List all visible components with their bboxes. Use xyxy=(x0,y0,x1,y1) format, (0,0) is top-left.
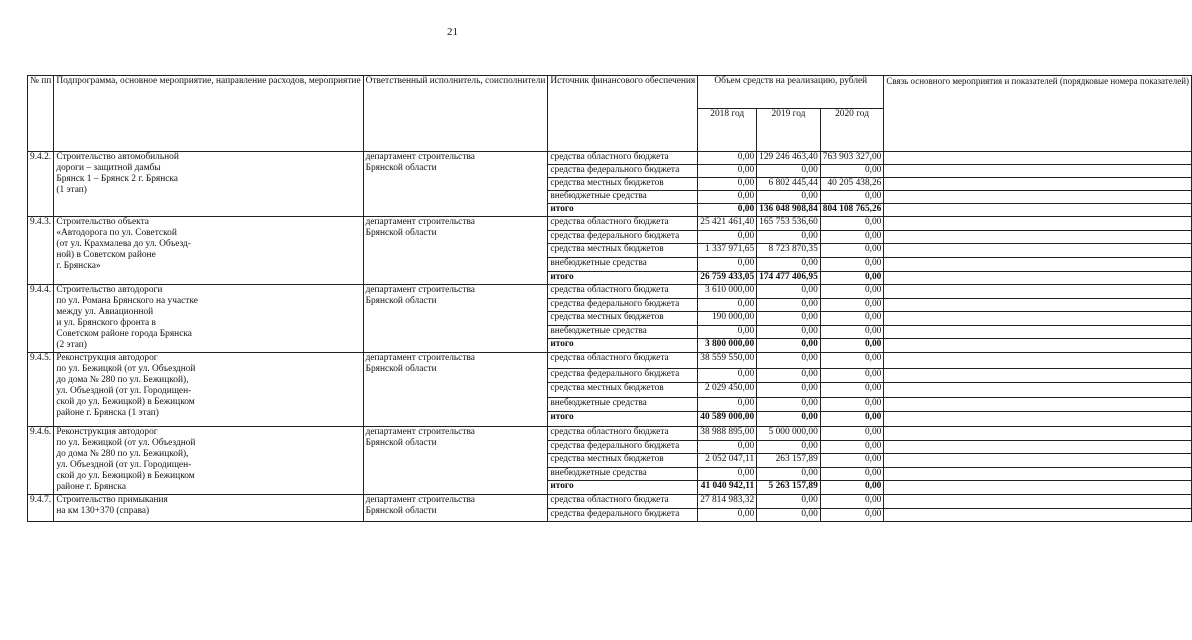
source-cell: средства федерального бюджета xyxy=(548,231,698,244)
header-program: Подпрограмма, основное мероприятие, направление расходов, мероприятие xyxy=(54,76,363,152)
program-line: Строительство автомобильной xyxy=(56,152,179,162)
executor-line: Брянской области xyxy=(365,506,437,516)
source-cell: средства областного бюджета xyxy=(548,495,698,509)
amount-cell: 0,00 xyxy=(820,326,884,339)
program-line: Реконструкция автодорог xyxy=(56,427,158,437)
amount-cell: 0,00 xyxy=(820,339,884,353)
amount-cell: 129 246 463,40 xyxy=(757,152,821,165)
executor-line: департамент строительства xyxy=(365,495,475,505)
header-year: 2018 год xyxy=(698,109,757,152)
amount-cell: 1 337 971,65 xyxy=(698,244,757,258)
amount-cell: 0,00 xyxy=(698,369,757,383)
program-line: Строительство объекта xyxy=(56,217,149,227)
amount-cell: 0,00 xyxy=(757,258,821,272)
amount-cell: 0,00 xyxy=(757,165,821,178)
link-cell xyxy=(884,258,1192,272)
amount-cell: 0,00 xyxy=(698,152,757,165)
budget-table xyxy=(27,75,1192,522)
amount-cell: 3 610 000,00 xyxy=(698,285,757,299)
program-cell xyxy=(54,495,363,522)
amount-cell: 2 029 450,00 xyxy=(698,383,757,398)
amount-cell: 0,00 xyxy=(698,204,757,217)
link-cell xyxy=(884,369,1192,383)
amount-cell: 38 559 550,00 xyxy=(698,353,757,369)
amount-cell: 41 040 942,11 xyxy=(698,481,757,495)
source-cell: средства областного бюджета xyxy=(548,427,698,441)
link-cell xyxy=(884,412,1192,427)
amount-cell: 0,00 xyxy=(820,468,884,481)
amount-cell: 38 988 895,00 xyxy=(698,427,757,441)
program-line: районе г. Брянска xyxy=(56,482,127,492)
executor-cell xyxy=(363,152,548,217)
program-line: Советском районе города Брянска xyxy=(56,329,192,339)
link-cell xyxy=(884,495,1192,509)
amount-cell: 26 759 433,05 xyxy=(698,272,757,285)
program-line: «Автодорога по ул. Советской xyxy=(56,228,177,238)
program-line: ул. Объездной (от ул. Городищен- xyxy=(56,386,192,396)
program-line: между ул. Авиационной xyxy=(56,307,154,317)
source-cell: внебюджетные средства xyxy=(548,468,698,481)
executor-line: департамент строительства xyxy=(365,285,475,295)
link-cell xyxy=(884,339,1192,353)
link-cell xyxy=(884,454,1192,468)
amount-cell: 0,00 xyxy=(757,495,821,509)
amount-cell: 0,00 xyxy=(820,454,884,468)
source-cell: средства местных бюджетов xyxy=(548,178,698,191)
row-number: 9.4.5. xyxy=(28,353,54,427)
table-row xyxy=(28,217,1192,231)
source-cell: средства федерального бюджета xyxy=(548,299,698,312)
program-line: районе г. Брянска (1 этап) xyxy=(56,408,159,418)
executor-cell xyxy=(363,427,548,495)
executor-line: департамент строительства xyxy=(365,427,475,437)
source-cell: средства областного бюджета xyxy=(548,217,698,231)
executor-line: департамент строительства xyxy=(365,353,475,363)
link-cell xyxy=(884,326,1192,339)
amount-cell: 0,00 xyxy=(820,231,884,244)
amount-cell: 0,00 xyxy=(820,258,884,272)
link-cell xyxy=(884,509,1192,522)
row-number: 9.4.4. xyxy=(28,285,54,353)
link-cell xyxy=(884,231,1192,244)
program-cell xyxy=(54,285,363,353)
program-line: по ул. Бежицкой (от ул. Объездной xyxy=(56,438,196,448)
amount-cell: 0,00 xyxy=(820,398,884,412)
amount-cell: 0,00 xyxy=(757,509,821,522)
amount-cell: 0,00 xyxy=(698,326,757,339)
link-cell xyxy=(884,178,1192,191)
link-cell xyxy=(884,468,1192,481)
table-row xyxy=(28,495,1192,509)
amount-cell: 190 000,00 xyxy=(698,312,757,326)
amount-cell: 0,00 xyxy=(698,398,757,412)
link-cell xyxy=(884,152,1192,165)
program-line: до дома № 280 по ул. Бежицкой), xyxy=(56,449,189,459)
program-line: (1 этап) xyxy=(56,185,87,195)
source-cell: средства областного бюджета xyxy=(548,353,698,369)
executor-line: Брянской области xyxy=(365,163,437,173)
source-cell: средства областного бюджета xyxy=(548,152,698,165)
executor-line: Брянской области xyxy=(365,438,437,448)
source-cell: итого xyxy=(548,481,698,495)
program-line: г. Брянска» xyxy=(56,261,101,271)
amount-cell: 0,00 xyxy=(820,427,884,441)
amount-cell: 263 157,89 xyxy=(757,454,821,468)
source-cell: средства местных бюджетов xyxy=(548,312,698,326)
amount-cell: 0,00 xyxy=(820,191,884,204)
source-cell: средства местных бюджетов xyxy=(548,383,698,398)
source-cell: внебюджетные средства xyxy=(548,398,698,412)
header-num: № пп xyxy=(28,76,54,152)
amount-cell: 27 814 983,32 xyxy=(698,495,757,509)
amount-cell: 0,00 xyxy=(698,299,757,312)
amount-cell: 8 723 870,35 xyxy=(757,244,821,258)
amount-cell: 763 903 327,00 xyxy=(820,152,884,165)
header-source: Источник финансового обеспечения xyxy=(548,76,698,152)
amount-cell: 804 108 765,26 xyxy=(820,204,884,217)
table-row xyxy=(28,427,1192,441)
header-amount: Объем средств на реализацию, рублей xyxy=(698,76,884,109)
executor-line: Брянской области xyxy=(365,228,437,238)
amount-cell: 0,00 xyxy=(757,326,821,339)
link-cell xyxy=(884,441,1192,454)
link-cell xyxy=(884,481,1192,495)
amount-cell: 0,00 xyxy=(820,244,884,258)
link-cell xyxy=(884,299,1192,312)
amount-cell: 0,00 xyxy=(757,353,821,369)
amount-cell: 5 000 000,00 xyxy=(757,427,821,441)
amount-cell: 0,00 xyxy=(698,191,757,204)
program-line: ской до ул. Бежицкой) в Бежицком xyxy=(56,471,195,481)
link-cell xyxy=(884,272,1192,285)
amount-cell: 136 048 908,84 xyxy=(757,204,821,217)
amount-cell: 0,00 xyxy=(757,231,821,244)
amount-cell: 0,00 xyxy=(757,285,821,299)
source-cell: средства местных бюджетов xyxy=(548,244,698,258)
program-line: до дома № 280 по ул. Бежицкой), xyxy=(56,375,189,385)
amount-cell: 0,00 xyxy=(757,369,821,383)
executor-line: департамент строительства xyxy=(365,152,475,162)
amount-cell: 0,00 xyxy=(698,258,757,272)
header-executor: Ответственный исполнитель, соисполнители xyxy=(363,76,548,152)
amount-cell: 0,00 xyxy=(820,299,884,312)
amount-cell: 0,00 xyxy=(698,441,757,454)
program-line: Строительство автодороги xyxy=(56,285,163,295)
source-cell: средства областного бюджета xyxy=(548,285,698,299)
link-cell xyxy=(884,398,1192,412)
table-row xyxy=(28,285,1192,299)
link-cell xyxy=(884,204,1192,217)
amount-cell: 0,00 xyxy=(820,165,884,178)
row-number: 9.4.7. xyxy=(28,495,54,522)
amount-cell: 25 421 461,40 xyxy=(698,217,757,231)
amount-cell: 0,00 xyxy=(757,383,821,398)
executor-line: Брянской области xyxy=(365,296,437,306)
amount-cell: 0,00 xyxy=(757,468,821,481)
link-cell xyxy=(884,427,1192,441)
source-cell: средства федерального бюджета xyxy=(548,165,698,178)
program-cell xyxy=(54,427,363,495)
amount-cell: 0,00 xyxy=(820,369,884,383)
amount-cell: 6 802 445,44 xyxy=(757,178,821,191)
link-cell xyxy=(884,165,1192,178)
source-cell: итого xyxy=(548,204,698,217)
amount-cell: 0,00 xyxy=(820,353,884,369)
program-line: Реконструкция автодорог xyxy=(56,353,158,363)
amount-cell: 0,00 xyxy=(698,231,757,244)
amount-cell: 0,00 xyxy=(820,441,884,454)
row-number: 9.4.6. xyxy=(28,427,54,495)
source-cell: итого xyxy=(548,272,698,285)
program-cell xyxy=(54,353,363,427)
link-cell xyxy=(884,353,1192,369)
table-row xyxy=(28,152,1192,165)
amount-cell: 2 052 047,11 xyxy=(698,454,757,468)
table-row xyxy=(28,353,1192,369)
program-line: Строительство примыкания xyxy=(56,495,168,505)
amount-cell: 0,00 xyxy=(757,398,821,412)
amount-cell: 0,00 xyxy=(698,468,757,481)
row-number: 9.4.2. xyxy=(28,152,54,217)
program-line: ской до ул. Бежицкой) в Бежицком xyxy=(56,397,195,407)
source-cell: внебюджетные средства xyxy=(548,191,698,204)
link-cell xyxy=(884,191,1192,204)
program-line: дороги – защитной дамбы xyxy=(56,163,161,173)
amount-cell: 174 477 406,95 xyxy=(757,272,821,285)
amount-cell: 0,00 xyxy=(757,312,821,326)
program-line: (2 этап) xyxy=(56,340,87,350)
amount-cell: 0,00 xyxy=(698,509,757,522)
amount-cell: 0,00 xyxy=(820,272,884,285)
program-line: на км 130+370 (справа) xyxy=(56,506,150,516)
amount-cell: 0,00 xyxy=(820,312,884,326)
link-cell xyxy=(884,312,1192,326)
source-cell: внебюджетные средства xyxy=(548,326,698,339)
program-line: по ул. Бежицкой (от ул. Объездной xyxy=(56,364,196,374)
executor-cell xyxy=(363,353,548,427)
header-year: 2020 год xyxy=(820,109,884,152)
program-line: ной) в Советском районе xyxy=(56,250,156,260)
source-cell: средства федерального бюджета xyxy=(548,441,698,454)
amount-cell: 0,00 xyxy=(820,285,884,299)
amount-cell: 0,00 xyxy=(757,412,821,427)
amount-cell: 0,00 xyxy=(698,178,757,191)
program-line: (от ул. Крахмалева до ул. Объезд- xyxy=(56,239,191,249)
executor-cell xyxy=(363,217,548,285)
amount-cell: 40 205 438,26 xyxy=(820,178,884,191)
amount-cell: 0,00 xyxy=(757,441,821,454)
amount-cell: 0,00 xyxy=(698,165,757,178)
program-line: по ул. Романа Брянского на участке xyxy=(56,296,198,306)
program-line: ул. Объездной (от ул. Городищен- xyxy=(56,460,192,470)
source-cell: средства федерального бюджета xyxy=(548,509,698,522)
header-year: 2019 год xyxy=(757,109,821,152)
amount-cell: 40 589 000,00 xyxy=(698,412,757,427)
program-line: Брянск 1 – Брянск 2 г. Брянска xyxy=(56,174,178,184)
link-cell xyxy=(884,217,1192,231)
executor-cell xyxy=(363,285,548,353)
source-cell: итого xyxy=(548,339,698,353)
amount-cell: 0,00 xyxy=(757,299,821,312)
program-line: и ул. Брянского фронта в xyxy=(56,318,156,328)
amount-cell: 165 753 536,60 xyxy=(757,217,821,231)
executor-line: департамент строительства xyxy=(365,217,475,227)
amount-cell: 0,00 xyxy=(757,339,821,353)
executor-line: Брянской области xyxy=(365,364,437,374)
page-number: 21 xyxy=(447,26,458,38)
row-number: 9.4.3. xyxy=(28,217,54,285)
amount-cell: 0,00 xyxy=(820,495,884,509)
link-cell xyxy=(884,383,1192,398)
link-cell xyxy=(884,285,1192,299)
amount-cell: 5 263 157,89 xyxy=(757,481,821,495)
amount-cell: 0,00 xyxy=(820,217,884,231)
link-cell xyxy=(884,244,1192,258)
amount-cell: 3 800 000,00 xyxy=(698,339,757,353)
amount-cell: 0,00 xyxy=(757,191,821,204)
amount-cell: 0,00 xyxy=(820,383,884,398)
source-cell: средства федерального бюджета xyxy=(548,369,698,383)
program-cell xyxy=(54,217,363,285)
amount-cell: 0,00 xyxy=(820,481,884,495)
header-link: Связь основного мероприятия и показателей (порядковые номера показателей) xyxy=(884,76,1192,152)
source-cell: итого xyxy=(548,412,698,427)
amount-cell: 0,00 xyxy=(820,509,884,522)
amount-cell: 0,00 xyxy=(820,412,884,427)
program-cell xyxy=(54,152,363,217)
header-row xyxy=(28,76,1192,109)
source-cell: внебюджетные средства xyxy=(548,258,698,272)
executor-cell xyxy=(363,495,548,522)
source-cell: средства местных бюджетов xyxy=(548,454,698,468)
